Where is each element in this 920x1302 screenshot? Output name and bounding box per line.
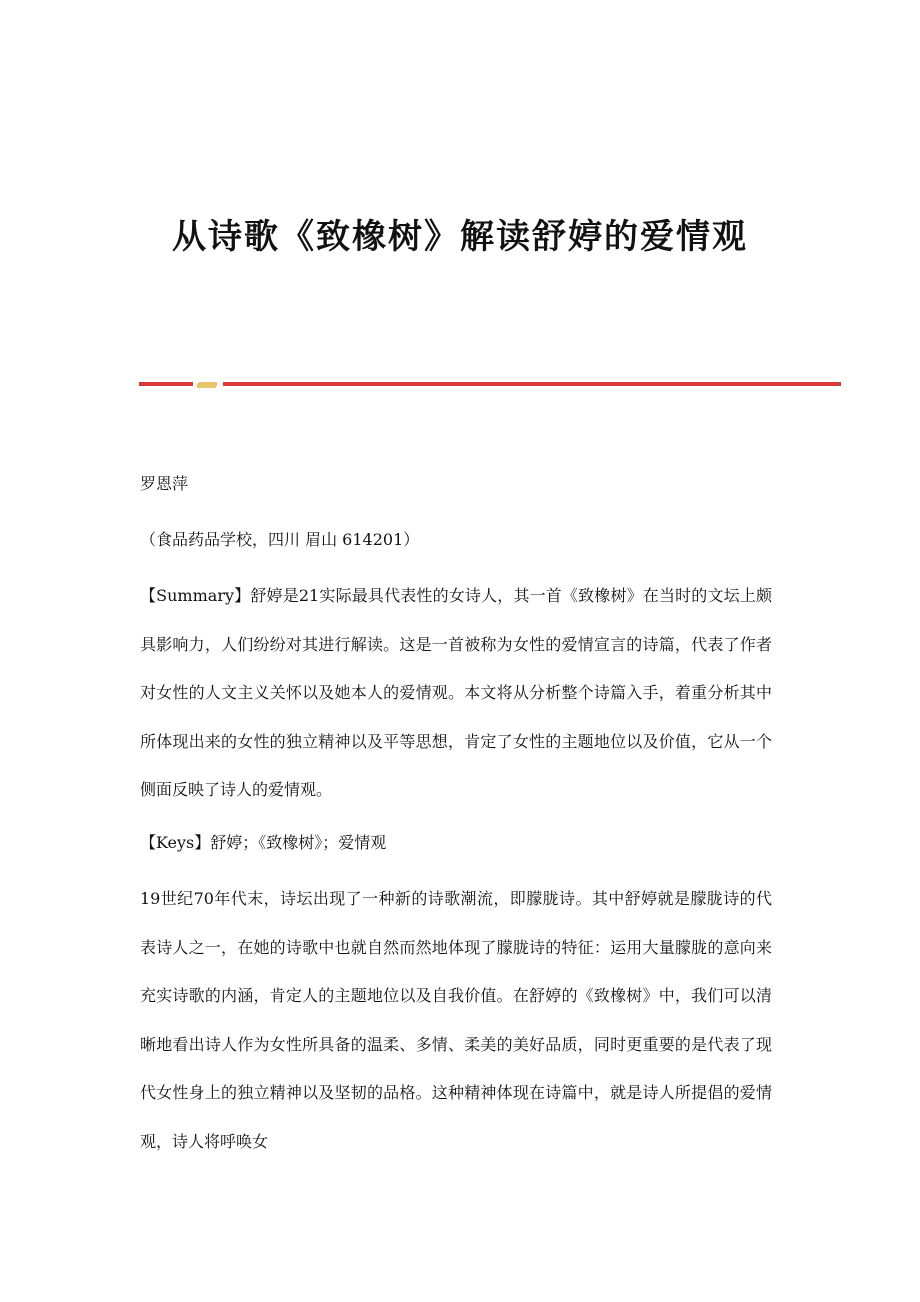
body-paragraph: 19世纪70年代末，诗坛出现了一种新的诗歌潮流，即朦胧诗。其中舒婷就是朦胧诗的代表诗人之一，在她的诗歌中也就自然而然地体现了朦胧诗的特征：运用大量朦胧的意向来充实诗歌的内涵，肯定人的主题地位以及自我价值。在舒婷的《致橡树》中，我们可以清晰地看出诗人作为女性所具备的温柔、多情、柔美的美好品质，同时更重要的是代表了现代女性身上的独立精神以及坚韧的品格。这种精神体现在诗篇中，就是诗人所提倡的爱情观，诗人将呼唤女: [140, 889, 772, 1151]
summary-text: 舒婷是21实际最具代表性的女诗人，其一首《致橡树》在当时的文坛上颇具影响力，人们纷纷对其进行解读。这是一首被称为女性的爱情宣言的诗篇，代表了作者对女性的人文主义关怀以及她本人的爱情观。本文将从分析整个诗篇入手，着重分析其中所体现出来的女性的独立精神以及平等思想，肯定了女性的主题地位以及价值，它从一个侧面反映了诗人的爱情观。: [140, 586, 772, 799]
keywords-text: 舒婷；《致橡树》；爱情观: [210, 833, 387, 852]
summary-label: 【Summary】: [140, 586, 251, 605]
divider-pencil-icon: [196, 382, 218, 388]
keywords-label: 【Keys】: [140, 833, 211, 852]
summary-paragraph: [140, 572, 772, 815]
divider-left-segment: [139, 382, 193, 386]
keywords-paragraph: [140, 819, 772, 868]
divider-right-segment: [223, 382, 841, 386]
author-affiliation: （食品药品学校，四川 眉山 614201）: [140, 530, 420, 549]
paper-title: 从诗歌《致橡树》解读舒婷的爱情观: [172, 217, 748, 257]
author-name: 罗恩萍: [140, 474, 189, 493]
title-divider: [139, 380, 841, 390]
